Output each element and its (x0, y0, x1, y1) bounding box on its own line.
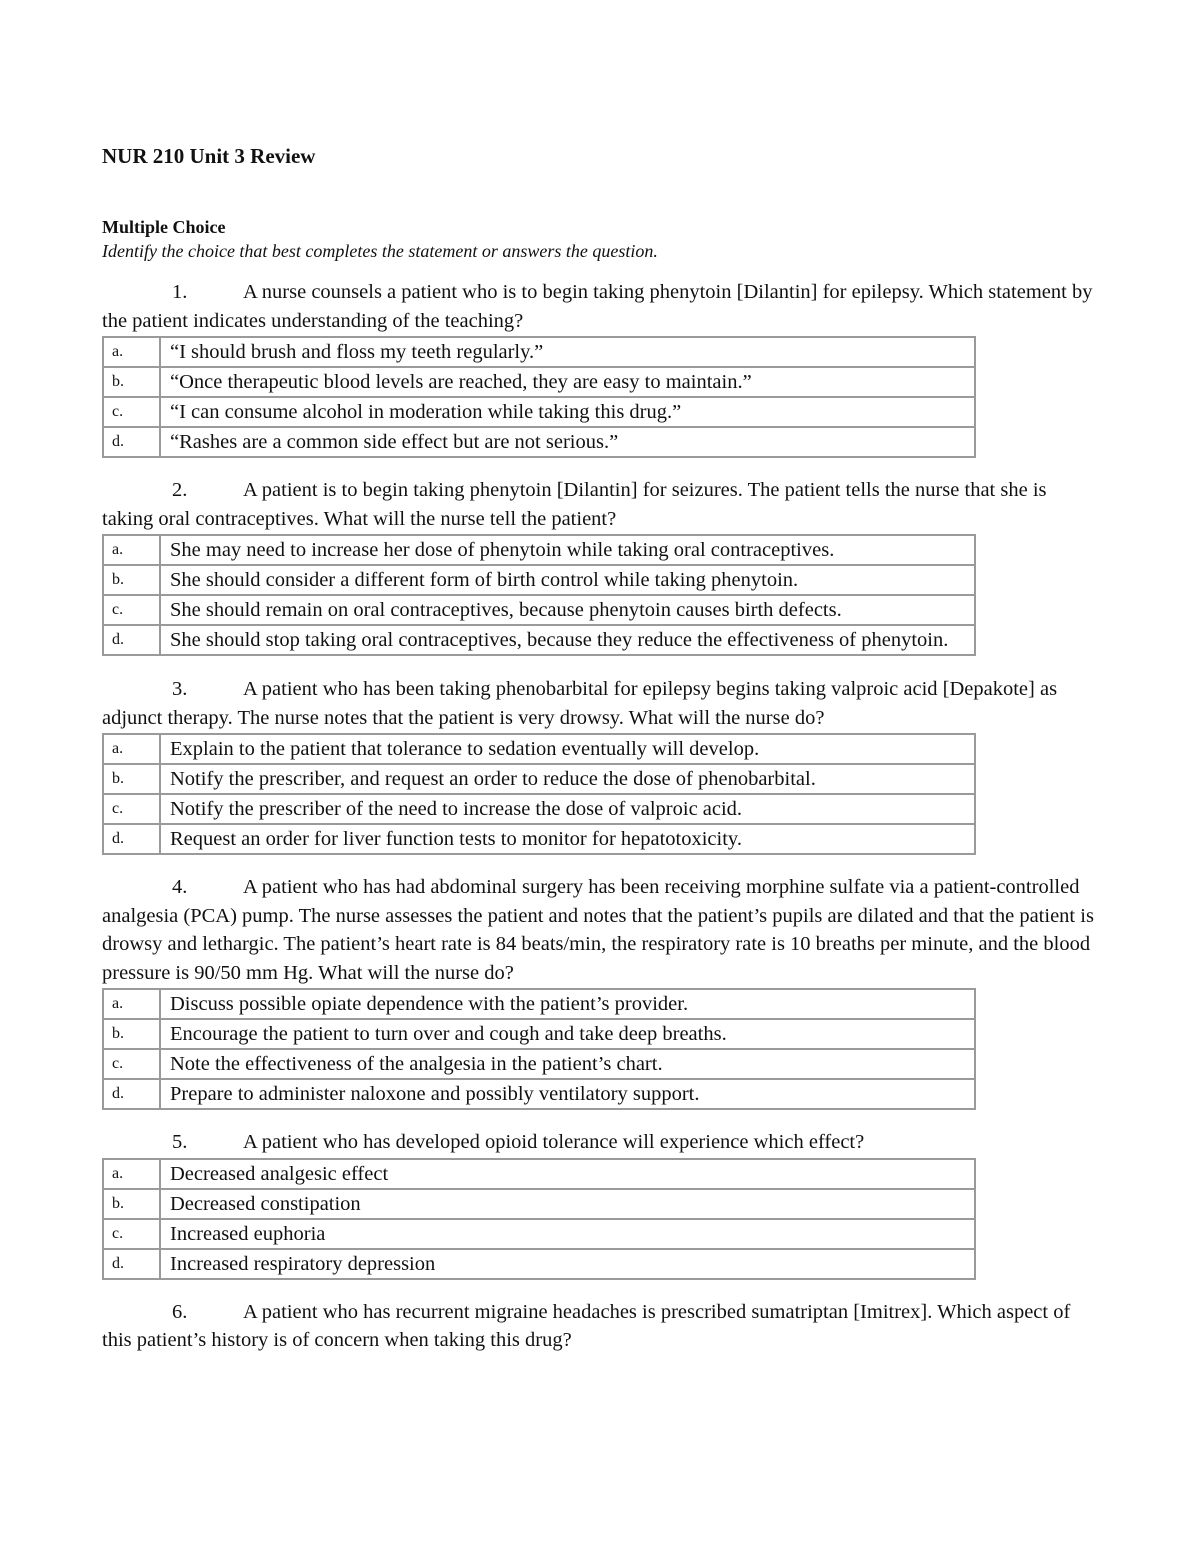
question-text (102, 873, 1102, 987)
choice-letter: b. (103, 1189, 160, 1219)
choice-text: She should remain on oral contraceptives, because phenytoin causes birth defects. (160, 595, 975, 625)
choice-text: She may need to increase her dose of phenytoin while taking oral contraceptives. (160, 535, 975, 565)
choice-letter: a. (103, 989, 160, 1019)
question-stem: A nurse counsels a patient who is to begin taking phenytoin [Dilantin] for epilepsy. Which statement by the patient indicates understanding of the teaching? (102, 281, 1093, 332)
question-5 (102, 1128, 1102, 1280)
question-3 (102, 675, 1102, 855)
choice-letter: d. (103, 1249, 160, 1279)
choice-letter: c. (103, 1049, 160, 1079)
choice-text: Prepare to administer naloxone and possibly ventilatory support. (160, 1079, 975, 1109)
choice-text: She should stop taking oral contraceptives, because they reduce the effectiveness of phenytoin. (160, 625, 975, 655)
choice-letter: a. (103, 337, 160, 367)
choice-text: She should consider a different form of birth control while taking phenytoin. (160, 565, 975, 595)
choices-table (102, 733, 976, 855)
question-4 (102, 873, 1102, 1110)
choices-table (102, 988, 976, 1110)
question-text (102, 1298, 1102, 1355)
choice-text: Notify the prescriber of the need to increase the dose of valproic acid. (160, 794, 975, 824)
choice-text: Encourage the patient to turn over and cough and take deep breaths. (160, 1019, 975, 1049)
choice-row[interactable] (103, 367, 975, 397)
choice-text: Request an order for liver function tests to monitor for hepatotoxicity. (160, 824, 975, 854)
choices-table (102, 336, 976, 458)
question-stem: A patient who has recurrent migraine headaches is prescribed sumatriptan [Imitrex]. Which aspect of this patient’s history is of concern when taking this drug? (102, 1300, 1071, 1351)
choice-row[interactable] (103, 734, 975, 764)
question-stem: A patient who has developed opioid tolerance will experience which effect? (243, 1131, 865, 1153)
choice-text: “I can consume alcohol in moderation while taking this drug.” (160, 397, 975, 427)
question-stem: A patient who has been taking phenobarbital for epilepsy begins taking valproic acid [Depakote] as adjunct therapy. The nurse notes that the patient is very drowsy. What will the nurse do? (102, 678, 1058, 729)
choice-text: Increased euphoria (160, 1219, 975, 1249)
choice-row[interactable] (103, 1049, 975, 1079)
question-number: 3. (172, 678, 188, 700)
section-title: Multiple Choice (102, 217, 226, 237)
choice-text: “I should brush and floss my teeth regularly.” (160, 337, 975, 367)
choice-row[interactable] (103, 1159, 975, 1189)
question-6 (102, 1298, 1102, 1355)
question-number: 4. (172, 876, 188, 898)
choice-row[interactable] (103, 1219, 975, 1249)
choices-table (102, 1158, 976, 1280)
choice-letter: b. (103, 1019, 160, 1049)
choice-row[interactable] (103, 427, 975, 457)
question-number: 6. (172, 1300, 188, 1323)
choice-text: Increased respiratory depression (160, 1249, 975, 1279)
choice-text: Notify the prescriber, and request an order to reduce the dose of phenobarbital. (160, 764, 975, 794)
question-number: 5. (172, 1131, 188, 1153)
question-2 (102, 476, 1102, 656)
choice-text: Explain to the patient that tolerance to sedation eventually will develop. (160, 734, 975, 764)
choice-text: “Rashes are a common side effect but are not serious.” (160, 427, 975, 457)
choice-text: Decreased analgesic effect (160, 1159, 975, 1189)
choice-row[interactable] (103, 337, 975, 367)
choice-letter: a. (103, 734, 160, 764)
question-text (102, 1128, 1102, 1157)
choice-letter: c. (103, 794, 160, 824)
question-1 (102, 278, 1102, 458)
question-text (102, 278, 1102, 335)
choice-letter: d. (103, 1079, 160, 1109)
question-number: 2. (172, 479, 188, 501)
question-number: 1. (172, 281, 188, 303)
document-page (102, 142, 1102, 1355)
choice-row[interactable] (103, 1019, 975, 1049)
instructions: Identify the choice that best completes the statement or answers the question. (102, 241, 658, 261)
choice-letter: a. (103, 535, 160, 565)
choice-row[interactable] (103, 989, 975, 1019)
choice-row[interactable] (103, 625, 975, 655)
choice-letter: b. (103, 565, 160, 595)
choice-row[interactable] (103, 595, 975, 625)
choice-row[interactable] (103, 1249, 975, 1279)
choice-letter: d. (103, 427, 160, 457)
choice-row[interactable] (103, 397, 975, 427)
choice-letter: d. (103, 625, 160, 655)
choice-letter: a. (103, 1159, 160, 1189)
choice-text: Discuss possible opiate dependence with the patient’s provider. (160, 989, 975, 1019)
choice-text: “Once therapeutic blood levels are reached, they are easy to maintain.” (160, 367, 975, 397)
choice-letter: d. (103, 824, 160, 854)
choice-text: Decreased constipation (160, 1189, 975, 1219)
document-title: NUR 210 Unit 3 Review (102, 144, 316, 168)
choice-letter: c. (103, 1219, 160, 1249)
question-text (102, 675, 1102, 732)
question-stem: A patient is to begin taking phenytoin [Dilantin] for seizures. The patient tells the nurse that she is taking oral contraceptives. What will the nurse tell the patient? (102, 479, 1047, 530)
choices-table (102, 534, 976, 656)
choice-row[interactable] (103, 1079, 975, 1109)
choice-row[interactable] (103, 535, 975, 565)
choice-text: Note the effectiveness of the analgesia in the patient’s chart. (160, 1049, 975, 1079)
choice-letter: b. (103, 764, 160, 794)
choice-letter: c. (103, 595, 160, 625)
choice-letter: c. (103, 397, 160, 427)
choice-letter: b. (103, 367, 160, 397)
choice-row[interactable] (103, 565, 975, 595)
choice-row[interactable] (103, 794, 975, 824)
question-stem: A patient who has had abdominal surgery has been receiving morphine sulfate via a patient-controlled analgesia (PCA) pump. The nurse assesses the patient and notes that the patient’s pupils are dilated and that the patient is drowsy and lethargic. The patient’s heart rate is 84 beats/min, the respiratory rate is 10 breaths per minute, and the blood pressure is 90/50 mm Hg. What will the nurse do? (102, 876, 1094, 984)
choice-row[interactable] (103, 764, 975, 794)
question-text (102, 476, 1102, 533)
choice-row[interactable] (103, 824, 975, 854)
choice-row[interactable] (103, 1189, 975, 1219)
